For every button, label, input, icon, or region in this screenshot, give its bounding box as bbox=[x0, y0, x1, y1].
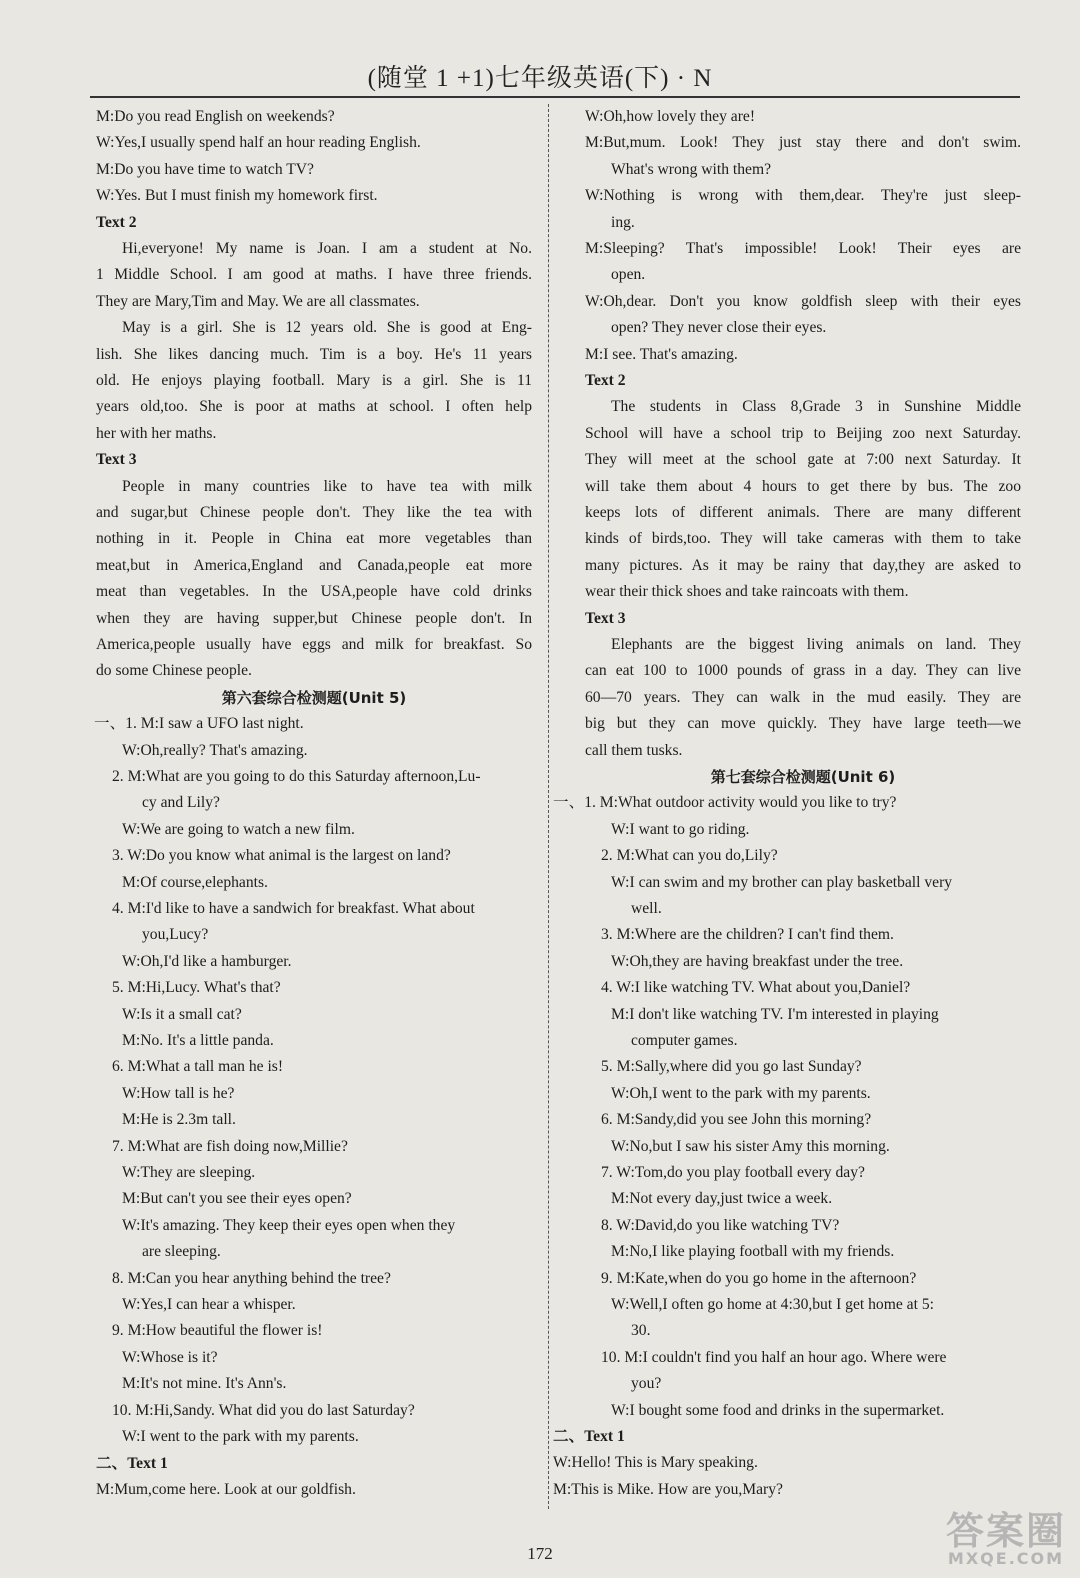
left-text-line: M:Do you read English on weekends? bbox=[96, 108, 335, 125]
right-text-line: 一、1. M:What outdoor activity would you like to try? bbox=[553, 794, 897, 812]
left-text-line: you,Lucy? bbox=[142, 926, 209, 944]
left-text-line: 3. W:Do you know what animal is the largest on land? bbox=[112, 847, 451, 865]
left-text-line: W:They are sleeping. bbox=[122, 1164, 256, 1182]
left-text-line: Text 2 bbox=[96, 213, 137, 231]
page-number: 172 bbox=[527, 1544, 553, 1563]
left-text-line: years old,too. She is poor at maths at school. I often help bbox=[96, 398, 532, 416]
right-text-line: ing. bbox=[611, 213, 635, 231]
right-text-line: W:I bought some food and drinks in the supermarket. bbox=[611, 1401, 945, 1419]
right-text-line: 5. M:Sally,where did you go last Sunday? bbox=[601, 1058, 862, 1076]
left-text-line: 第六套综合检测题(Unit 5) bbox=[221, 688, 407, 707]
right-text-line: W:Oh,dear. Don't you know goldfish sleep with their eyes bbox=[585, 292, 1021, 310]
left-text-line: 8. M:Can you hear anything behind the tree? bbox=[112, 1269, 391, 1287]
left-text-line: M:No. It's a little panda. bbox=[122, 1032, 274, 1050]
right-text-line: 6. M:Sandy,did you see John this morning? bbox=[601, 1111, 872, 1129]
left-text-line: Text 3 bbox=[96, 451, 137, 469]
right-text-line: will take them about 4 hours to get there by bus. The zoo bbox=[585, 477, 1021, 495]
right-text-line: W:I can swim and my brother can play basketball very bbox=[611, 873, 953, 891]
right-text-line: W:I want to go riding. bbox=[611, 820, 750, 838]
right-text-line: School will have a school trip to Beijing zoo next Saturday. bbox=[585, 424, 1021, 442]
left-text-line: old. He enjoys playing football. Mary is a girl. She is 11 bbox=[96, 372, 532, 389]
right-text-line: W:Well,I often go home at 4:30,but I get home at 5: bbox=[611, 1296, 934, 1314]
right-text-line: 9. M:Kate,when do you go home in the afternoon? bbox=[601, 1269, 917, 1287]
left-text-line: lish. She likes dancing much. Tim is a boy. He's 11 years bbox=[96, 345, 532, 363]
site-watermark bbox=[946, 1500, 1066, 1568]
left-text-line: W:Is it a small cat? bbox=[122, 1005, 242, 1023]
left-text-line: 5. M:Hi,Lucy. What's that? bbox=[112, 979, 281, 997]
left-text-line: M:Do you have time to watch TV? bbox=[96, 160, 314, 178]
right-text-line: W:Nothing is wrong with them,dear. They're just sleep- bbox=[585, 187, 1021, 205]
right-text-line: M:I don't like watching TV. I'm interested in playing bbox=[611, 1005, 939, 1023]
right-text-line: keeps lots of different animals. There are many different bbox=[585, 503, 1021, 521]
left-text-line: M:But can't you see their eyes open? bbox=[122, 1190, 352, 1208]
right-text-line: 二、Text 1 bbox=[553, 1428, 625, 1446]
right-text-line: 3. M:Where are the children? I can't find them. bbox=[601, 926, 894, 944]
left-text-line: W:Yes,I can hear a whisper. bbox=[122, 1296, 296, 1314]
left-text-line: 6. M:What a tall man he is! bbox=[112, 1058, 284, 1076]
left-text-line: nothing in it. People in China eat more vegetables than bbox=[96, 530, 532, 548]
left-text-line: cy and Lily? bbox=[142, 794, 220, 812]
right-text-line: Elephants are the biggest living animals on land. They bbox=[611, 635, 1021, 653]
right-text-line: open. bbox=[611, 266, 646, 284]
right-text-line: Text 2 bbox=[585, 372, 626, 389]
watermark-url: MXQE.COM bbox=[947, 1549, 1065, 1568]
left-text-line: W:Whose is it? bbox=[122, 1348, 218, 1366]
left-text-line: W:How tall is he? bbox=[122, 1084, 235, 1102]
left-text-line: are sleeping. bbox=[142, 1243, 221, 1261]
left-text-line: M:It's not mine. It's Ann's. bbox=[122, 1375, 287, 1393]
left-text-line: W:We are going to watch a new film. bbox=[122, 820, 355, 838]
left-text-line: do some Chinese people. bbox=[96, 662, 252, 680]
right-text-line: 2. M:What can you do,Lily? bbox=[601, 847, 778, 865]
right-text-line: 7. W:Tom,do you play football every day? bbox=[601, 1164, 865, 1182]
right-text-line: W:Oh,how lovely they are! bbox=[585, 108, 756, 125]
right-text-line: call them tusks. bbox=[585, 741, 683, 759]
right-text-line: What's wrong with them? bbox=[611, 160, 772, 178]
left-text-line: May is a girl. She is 12 years old. She is good at Eng- bbox=[122, 319, 532, 337]
right-column bbox=[553, 104, 1021, 1503]
right-text-line: open? They never close their eyes. bbox=[611, 319, 827, 337]
right-text-line: M:No,I like playing football with my friends. bbox=[611, 1243, 895, 1261]
left-column bbox=[96, 104, 532, 1503]
left-text-line: W:Oh,I'd like a hamburger. bbox=[122, 952, 292, 970]
left-text-line: 一、1. M:I saw a UFO last night. bbox=[94, 715, 304, 733]
right-text-line: M:This is Mike. How are you,Mary? bbox=[553, 1480, 783, 1498]
left-text-line: M:Of course,elephants. bbox=[122, 873, 268, 891]
left-text-line: M:He is 2.3m tall. bbox=[122, 1111, 236, 1129]
left-text-line: M:Mum,come here. Look at our goldfish. bbox=[96, 1480, 356, 1498]
right-text-line: M:But,mum. Look! They just stay there and don't swim. bbox=[585, 134, 1021, 152]
right-text-line: 8. W:David,do you like watching TV? bbox=[601, 1216, 840, 1234]
left-text-line: 4. M:I'd like to have a sandwich for breakfast. What about bbox=[112, 899, 475, 917]
left-text-line: 2. M:What are you going to do this Saturday afternoon,Lu- bbox=[112, 767, 481, 785]
right-text-line: computer games. bbox=[631, 1031, 738, 1049]
left-text-line: They are Mary,Tim and May. We are all classmates. bbox=[96, 292, 420, 310]
right-text-line: W:Oh,they are having breakfast under the tree. bbox=[611, 952, 904, 970]
column-divider bbox=[548, 104, 549, 1509]
right-text-line: M:I see. That's amazing. bbox=[585, 345, 738, 363]
left-text-line: 10. M:Hi,Sandy. What did you do last Saturday? bbox=[112, 1401, 415, 1419]
right-text-line: you? bbox=[631, 1375, 662, 1393]
left-text-line: People in many countries like to have tea with milk bbox=[122, 477, 532, 495]
right-text-line: Text 3 bbox=[585, 609, 626, 627]
left-text-line: W:It's amazing. They keep their eyes open when they bbox=[122, 1216, 456, 1234]
right-text-line: 60—70 years. They can walk in the mud easily. They are bbox=[585, 688, 1021, 706]
left-text-line: W:I went to the park with my parents. bbox=[122, 1428, 359, 1446]
left-text-line: 9. M:How beautiful the flower is! bbox=[112, 1322, 323, 1340]
right-text-line: W:Oh,I went to the park with my parents. bbox=[611, 1084, 871, 1102]
left-text-line: meat than vegetables. In the USA,people have cold drinks bbox=[96, 583, 532, 601]
right-text-line: 第七套综合检测题(Unit 6) bbox=[710, 767, 896, 786]
left-text-line: 1 Middle School. I am good at maths. I have three friends. bbox=[96, 266, 532, 284]
right-text-line: M:Not every day,just twice a week. bbox=[611, 1190, 833, 1208]
right-text-line: wear their thick shoes and take raincoats with them. bbox=[585, 583, 909, 601]
left-text-line: and sugar,but Chinese people don't. They like the tea with bbox=[96, 503, 532, 521]
right-text-line: M:Sleeping? That's impossible! Look! Their eyes are bbox=[585, 240, 1021, 257]
right-text-line: can eat 100 to 1000 pounds of grass in a day. They can live bbox=[585, 662, 1021, 680]
watermark-logo: 答案圈 bbox=[945, 1509, 1066, 1553]
left-text-line: her with her maths. bbox=[96, 424, 217, 442]
right-text-line: 4. W:I like watching TV. What about you,Daniel? bbox=[601, 979, 911, 997]
right-text-line: 10. M:I couldn't find you half an hour ago. Where were bbox=[601, 1348, 947, 1366]
right-text-line: W:Hello! This is Mary speaking. bbox=[553, 1454, 758, 1472]
right-text-line: 30. bbox=[631, 1322, 651, 1340]
right-text-line: big but they can move quickly. They have large teeth—we bbox=[585, 715, 1021, 733]
left-text-line: meat,but in America,England and Canada,people eat more bbox=[96, 556, 532, 574]
right-text-line: The students in Class 8,Grade 3 in Sunshine Middle bbox=[611, 398, 1021, 416]
right-text-line: W:No,but I saw his sister Amy this morning. bbox=[611, 1137, 890, 1155]
header-rule bbox=[90, 96, 1020, 98]
right-text-line: kinds of birds,too. They will take cameras with them to take bbox=[585, 530, 1021, 548]
right-text-line: well. bbox=[631, 899, 662, 917]
left-text-line: 7. M:What are fish doing now,Millie? bbox=[112, 1137, 348, 1155]
right-text-line: many pictures. As it may be rainy that day,they are asked to bbox=[585, 556, 1021, 574]
right-text-line: They will meet at the school gate at 7:00 next Saturday. It bbox=[585, 451, 1021, 469]
left-text-line: W:Yes,I usually spend half an hour reading English. bbox=[96, 134, 421, 152]
left-text-line: W:Yes. But I must finish my homework first. bbox=[96, 187, 378, 205]
left-text-line: 二、Text 1 bbox=[96, 1454, 168, 1472]
left-text-line: Hi,everyone! My name is Joan. I am a student at No. bbox=[122, 240, 532, 258]
left-text-line: W:Oh,really? That's amazing. bbox=[122, 741, 308, 759]
left-text-line: America,people usually have eggs and milk for breakfast. So bbox=[96, 635, 532, 653]
page-header-title: (随堂 1 +1)七年级英语(下) · N bbox=[367, 65, 713, 92]
left-text-line: when they are having supper,but Chinese people don't. In bbox=[96, 609, 532, 627]
